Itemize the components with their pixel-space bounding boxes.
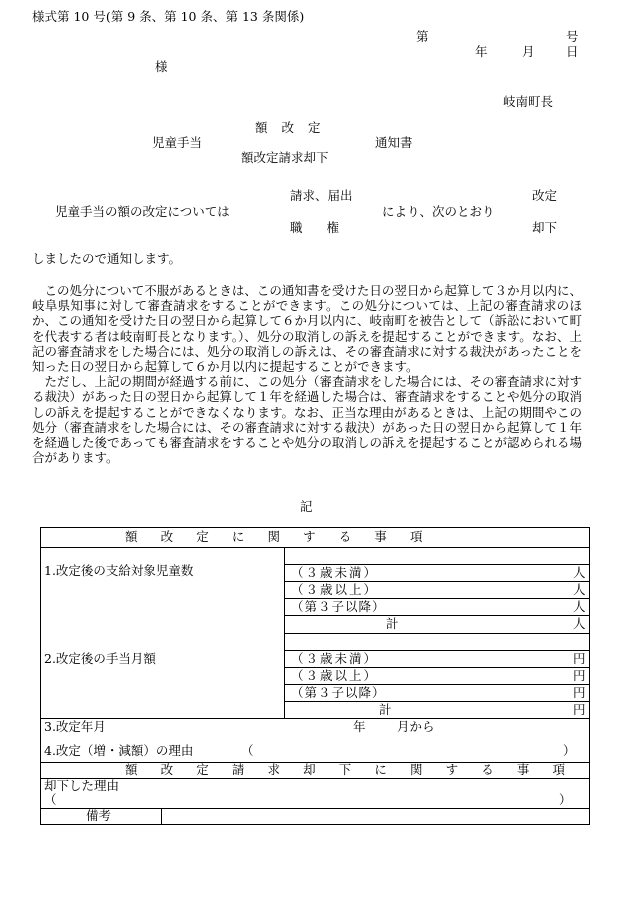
children-total-unit: 人 [573, 616, 586, 631]
amount-third-child-unit: 円 [573, 685, 586, 700]
amount-under-3-label: （３歳未満） [291, 651, 379, 666]
revised-monthly-allowance-label: 2.改定後の手当月額 [44, 651, 156, 666]
children-3-and-over-label: （３歳以上） [291, 582, 379, 597]
rejection-reason-open-paren: （ [44, 792, 57, 807]
appeal-notice-paragraph-2: ただし、上記の期間が経過する前に、この処分（審査請求をした場合には、その審査請求に対する裁決）があった日の翌日から起算して１年を経過した場合は、審査請求をすることや処分の取消しの訴えを提起することができなくなります。なお、正当な理由があるときは、上記の期間やこの処分（審査請求をした場合には、その審査請求に対する裁決）があった日の翌日から起算して１年を経過した後であっても審査請求をすることや処分の取消しの訴えを提起することが認められる場合があります。 [32, 374, 583, 466]
doc-number-suffix: 号 [566, 29, 579, 44]
rejection-reason-close-paren: ） [559, 792, 572, 807]
reason-option-request: 請求、届出 [290, 188, 353, 203]
title-left: 児童手当 [152, 135, 203, 150]
revision-month-from: 月から [397, 719, 435, 734]
title-option-request-rejection: 額改定請求却下 [241, 150, 329, 165]
reason-option-ex-officio: 職 権 [290, 220, 349, 235]
amount-third-child-label: （第３子以降） [291, 685, 386, 700]
issuer: 岐南町長 [503, 94, 554, 109]
third-child-onward-label: （第３子以降） [291, 599, 386, 614]
appeal-notice-paragraph-1: この処分について不服があるときは、この通知書を受けた日の翌日から起算して３か月以内に、岐阜県知事に対して審査請求をすることができます。この処分については、上記の審査請求のほか、この通知を受けた日の翌日から起算して６か月以内に、岐南町を被告として（訴訟において町を代表する者は岐南町長となります。）、処分の取消しの訴えを提起することができます。なお、上記の審査請求をした場合には、処分の取消しの訴えは、その審査請求に対する裁決があったことを知った日の翌日から起算して６か月以内に提起することができます。 [32, 283, 583, 375]
section-header-request-rejection: 額改定請求却下に関する事項 [125, 762, 589, 777]
title-option-amount-revision: 額 改 定 [255, 120, 326, 135]
revision-reason-label: 4.改定（増・減額）の理由 [44, 743, 194, 758]
doc-number-prefix: 第 [416, 29, 429, 44]
form-number: 様式第 10 号(第 9 条、第 10 条、第 13 条関係) [32, 9, 305, 24]
title-right: 通知書 [375, 135, 413, 150]
result-option-reject: 却下 [532, 220, 558, 235]
result-option-revise: 改定 [532, 188, 558, 203]
amount-3-and-over-label: （３歳以上） [291, 668, 379, 683]
children-total-label: 計 [386, 616, 399, 631]
addressee-honorific: 様 [155, 59, 168, 74]
intro-middle: により、次のとおり [382, 204, 495, 219]
ki-label: 記 [300, 499, 313, 514]
revision-month-label: 3.改定年月 [44, 719, 106, 734]
appeal-notice [32, 283, 582, 465]
intro-lead: 児童手当の額の改定については [55, 204, 230, 219]
details-table [40, 527, 590, 825]
intro-closing: しましたので通知します。 [32, 251, 182, 266]
revision-year-unit: 年 [353, 719, 366, 734]
amount-3-and-over-unit: 円 [573, 668, 586, 683]
date-day: 日 [566, 44, 579, 59]
third-child-onward-unit: 人 [573, 599, 586, 614]
rejection-reason-label: 却下した理由 [44, 778, 120, 793]
revised-eligible-children-label: 1.改定後の支給対象児童数 [44, 563, 194, 578]
date-month: 月 [522, 44, 535, 59]
section-header-amount-revision: 額改定に関する事項 [125, 529, 446, 544]
amount-total-unit: 円 [573, 702, 586, 717]
children-3-and-over-unit: 人 [573, 582, 586, 597]
children-under-3-unit: 人 [573, 565, 586, 580]
children-under-3-label: （３歳未満） [291, 565, 379, 580]
revision-reason-open-paren: （ [241, 743, 254, 758]
date-year: 年 [475, 44, 488, 59]
remarks-label: 備考 [86, 808, 112, 823]
amount-total-label: 計 [379, 702, 392, 717]
revision-reason-close-paren: ） [563, 743, 576, 758]
amount-under-3-unit: 円 [573, 651, 586, 666]
